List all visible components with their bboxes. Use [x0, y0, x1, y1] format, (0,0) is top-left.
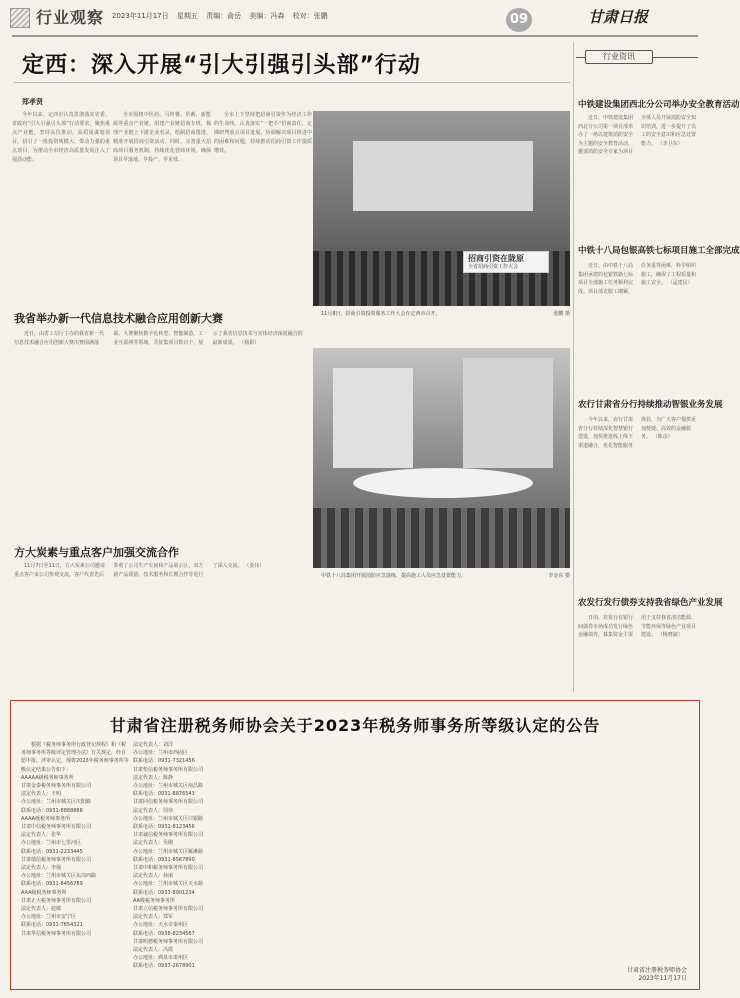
photo-caption-1: 11月8日，招商引资投资服务工作大会在定西市召开。 张鹏 摄 [321, 311, 570, 317]
building-left [333, 368, 413, 468]
notice-line: 办公地址：兰州市城关区天水路 [133, 881, 204, 888]
notice-line: 甘肃明德税务师事务所有限公司 [133, 938, 204, 945]
notice-line: 甘肃金泰税务师事务所有限公司 [21, 783, 92, 790]
notice-line: 联系电话：0931-7321456 [133, 758, 195, 765]
notice-line: 联系电话：0938-8234567 [133, 930, 195, 937]
notice-line: 法定代表人：孙丽 [133, 873, 174, 880]
tag-rule-right [653, 57, 698, 58]
notice-line: 法定代表人：赵敏 [21, 906, 62, 913]
notice-line: 办公地址：兰州市城关区白银路 [133, 815, 204, 822]
notice-line: 法定代表人：郑军 [133, 914, 174, 921]
notice-line: 联系电话：0931-8456789 [21, 881, 83, 888]
lead-article-body [12, 111, 312, 291]
brief3-body: 今年以来，农行甘肃省分行持续深化智慧银行建设，加快推进线上线下渠道融合，优化智能服务体验，为广大客户提供更加便捷、高效的金融服务。 （陈彦） [578, 417, 697, 449]
lead-col-1: 今年以来，定西市认真贯彻落实省委、省政府“引大引强引头部”行动要求，聚焦重点产业链，坚持高位推动，高质量谋划项目，招引了一批投资规模大、带动力强的重点项目，为推动全市经济高质量发展注入了强劲动能。 [12, 112, 110, 163]
notice-intro: 根据《税务师事务所行政登记规程》和《税务师事务所等级评定管理办法》有关规定，经自愿申报、评审认定，现将2023年税务师事务所等级认定结果公告如下： AAAAA级税务师事务所 甘肃金泰税务师事务所有限公司 法定代表人：王明 办公地址：兰州市城关区庆阳路 联系电话：0931-8888888 AAAA级税务师事务所 甘肃中信税务师事务所有限公司 法定代表人：张华 办公地址：兰州市七里河区 联系电话：0931-2233445 甘肃瑞信税务师事务所有限公司 法定代表人：李强 办公地址：兰州市城关区东岗西路 联系电话：0931-8456789 AAA级税务师事务所 甘肃正大税务师事务所有限公司 法定代表人：赵敏 办公地址：兰州市安宁区 联系电话：0931-7654321 甘肃华信税务师事务所有限公司 [21, 742, 129, 937]
notice-line: 甘肃瑞信税务师事务所有限公司 [21, 856, 92, 863]
page-header [0, 0, 709, 34]
notice-col-2 [133, 741, 241, 981]
section-tag: 行业资讯 [585, 50, 653, 64]
lead-headline: 定西：深入开展“引大引强引头部”行动 [22, 53, 421, 78]
banner-title: 招商引资在陇原 [468, 254, 524, 263]
notice-line: 办公地址：兰州市城关区雁滩路 [133, 848, 204, 855]
story2-body: 近日，由省工信厅主办的我省新一代信息技术融合应用创新大赛决赛圆满落幕。大赛聚焦数字化转型、智能制造、工业互联网等领域，共征集项目数百个，展示了我省信息技术与实体经济深度融合的最新成果。 （杨娟） [14, 331, 303, 346]
brief1-author: （李卫东） [657, 140, 683, 147]
notice-line: 联系电话：0931-2233445 [21, 848, 83, 855]
notice-line: 甘肃恒信税务师事务所有限公司 [133, 766, 204, 773]
notice-line: 法定代表人：王明 [21, 791, 62, 798]
notice-line: 法定代表人：陈静 [133, 774, 174, 781]
notice-line: 法定代表人：张华 [21, 832, 62, 839]
notice-line: 办公地址：兰州市七里河区 [21, 840, 82, 847]
notice-line: 法定代表人：吴刚 [133, 840, 174, 847]
notice-line: 甘肃诚信税务师事务所有限公司 [133, 832, 204, 839]
notice-box [10, 700, 700, 990]
photo-credit-2: 李金东 摄 [548, 573, 570, 579]
notice-line: 办公地址：酒泉市肃州区 [133, 955, 189, 962]
header-meta [112, 11, 334, 21]
notice-line: 甘肃中和税务师事务所有限公司 [133, 865, 204, 872]
notice-line: 法定代表人：冯霞 [133, 947, 174, 954]
checker: 校对：张鹏 [292, 12, 328, 20]
brief4-headline: 农发行发行债券支持我省绿色产业发展 [578, 598, 723, 608]
photo-credit-1: 张鹏 摄 [553, 311, 570, 317]
spray-mist [353, 468, 533, 498]
notice-line: 甘肃中信税务师事务所有限公司 [21, 824, 92, 831]
headline-rule [14, 82, 570, 83]
fire-drill-photo [313, 348, 570, 568]
brief2-author: （孟建民） [667, 280, 693, 286]
building-right [463, 358, 553, 468]
notice-date: 2023年11月17日 [638, 975, 687, 982]
brief2-body: 近日，由中铁十八局集团承建的包银铁路七标项目全部施工任务顺利完成。项目部克服工期紧、任务重等困难，科学组织施工，确保了工程质量和施工安全。 （孟建民） [578, 263, 697, 295]
conference-photo [313, 111, 570, 306]
notice-line: 甘肃华信税务师事务所有限公司 [21, 930, 92, 937]
story3-body: 11月7日至11日，方大炭素公司邀请重点客户来公司参观交流。客户代表先后参观了公司生产车间和产品展示区，双方就产品质量、技术服务和长期合作等进行了深入交流。 （姜伟） [14, 563, 265, 578]
lead-col-3: 全市上下坚持把招商引资作为经济工作的生命线，认真落实“一把手”招商责任，定期研判重点项目进展，协调解决项目推进中的困难和问题，持续推动招商引资工作提质增效。 [214, 112, 312, 154]
notice-line: 联系电话：0931-7654321 [21, 922, 83, 929]
notice-line: 联系电话：0931-8888888 [21, 807, 83, 814]
weekday: 星期五 [176, 12, 198, 20]
header-rule [12, 35, 698, 37]
notice-signature [627, 967, 687, 983]
notice-line: AA级税务师事务所 [133, 897, 175, 904]
photo-caption-2: 中铁十八局集团开展消防应急演练，提高施工人员应急处置能力。 李金东 摄 [321, 573, 570, 579]
notice-line: 办公地址：天水市秦州区 [133, 922, 189, 929]
event-banner [463, 251, 549, 273]
brief1-headline: 中铁建设集团西北分公司举办安全教育活动 [578, 100, 740, 110]
notice-line: AAAAA级税务师事务所 [21, 774, 74, 781]
notice-line: 办公地址：兰州市安宁区 [21, 914, 77, 921]
issue-date: 2023年11月17日 [112, 12, 169, 20]
notice-issuer: 甘肃省注册税务师协会 [626, 967, 687, 974]
notice-line: 法定代表人：刘洋 [133, 742, 174, 748]
notice-columns [21, 741, 693, 981]
notice-line: 办公地址：兰州市城关区庆阳路 [21, 799, 92, 806]
lead-author: 郑孝贤 [22, 98, 43, 106]
stage-screen [353, 141, 533, 211]
column-divider [573, 42, 574, 692]
story2-author: （杨娟） [239, 339, 260, 346]
workers-row [313, 508, 570, 568]
brief3-headline: 农行甘肃省分行持续推动智银业务发展 [578, 400, 723, 410]
story3-headline: 方大炭素与重点客户加强交流合作 [14, 546, 179, 559]
notice-line: 甘肃正大税务师事务所有限公司 [21, 897, 92, 904]
brief3-author: （陈彦） [652, 434, 673, 440]
notice-line: 甘肃同信税务师事务所有限公司 [133, 799, 204, 806]
brief2-headline: 中铁十八局包银高铁七标项目施工全部完成 [578, 246, 740, 256]
notice-line: AAAA级税务师事务所 [21, 815, 71, 822]
notice-line: AAA级税务师事务所 [21, 889, 67, 896]
notice-line: 联系电话：0931-8901234 [133, 889, 195, 896]
story2-headline: 我省举办新一代信息技术融合应用创新大赛 [14, 312, 223, 325]
notice-line: 联系电话：0931-8567890 [133, 856, 195, 863]
notice-line: 办公地址：兰州市城关区东岗西路 [21, 873, 97, 880]
notice-line: 联系电话：0931-8876543 [133, 791, 195, 798]
designer: 美编：冯森 [249, 12, 285, 20]
lead-col-2: 全市围绕中医药、马铃薯、草畜、新能源等重点产业链，组建产业链招商专班，梳理产业链上下游企业名录，绘制招商图谱，精准开展招商引资活动。同时，完善重大招商项目服务机制，持续优化营商环境，确保项目早落地、早投产、早见效。 [113, 112, 211, 163]
section-name: 行业观察 [36, 8, 105, 27]
notice-line: 法定代表人：李强 [21, 865, 62, 872]
page-number: 09 [506, 8, 532, 32]
newspaper-logo: 甘肃日报 [588, 8, 649, 26]
notice-line: 办公地址：兰州市城关区南昌路 [133, 783, 204, 790]
notice-title: 甘肃省注册税务师协会关于2023年税务师事务所等级认定的公告 [109, 716, 601, 735]
notice-line: 联系电话：0937-2678901 [133, 963, 195, 970]
notice-line: 办公地址：兰州市西固区 [133, 750, 189, 757]
editor: 责编：俞岳 [206, 12, 242, 20]
brief1-body: 近日，中铁建设集团西北分公司第一项目部举办了一场以建筑消防安全为主题的安全教育活动，邀请消防安全专家为项目全体人员开展消防安全知识培训，进一步提升了员工的安全意识和应急处置能力。 （李卫东） [578, 115, 697, 155]
story3-author: （姜伟） [244, 563, 265, 569]
banner-sub: 全省招商引资工作大会 [468, 264, 519, 270]
notice-line: 法定代表人：周伟 [133, 807, 174, 814]
brief4-author: （杨晓斌） [657, 632, 683, 638]
brief4-body: 日前，农发行在银行间债券市场成功发行绿色金融债券，募集资金主要用于支持我省清洁能源、节能环保等绿色产业项目建设。 （杨晓斌） [578, 615, 697, 638]
notice-line: 联系电话：0931-8123456 [133, 824, 195, 831]
section-icon [10, 8, 30, 28]
notice-line: 甘肃立信税务师事务所有限公司 [133, 906, 204, 913]
